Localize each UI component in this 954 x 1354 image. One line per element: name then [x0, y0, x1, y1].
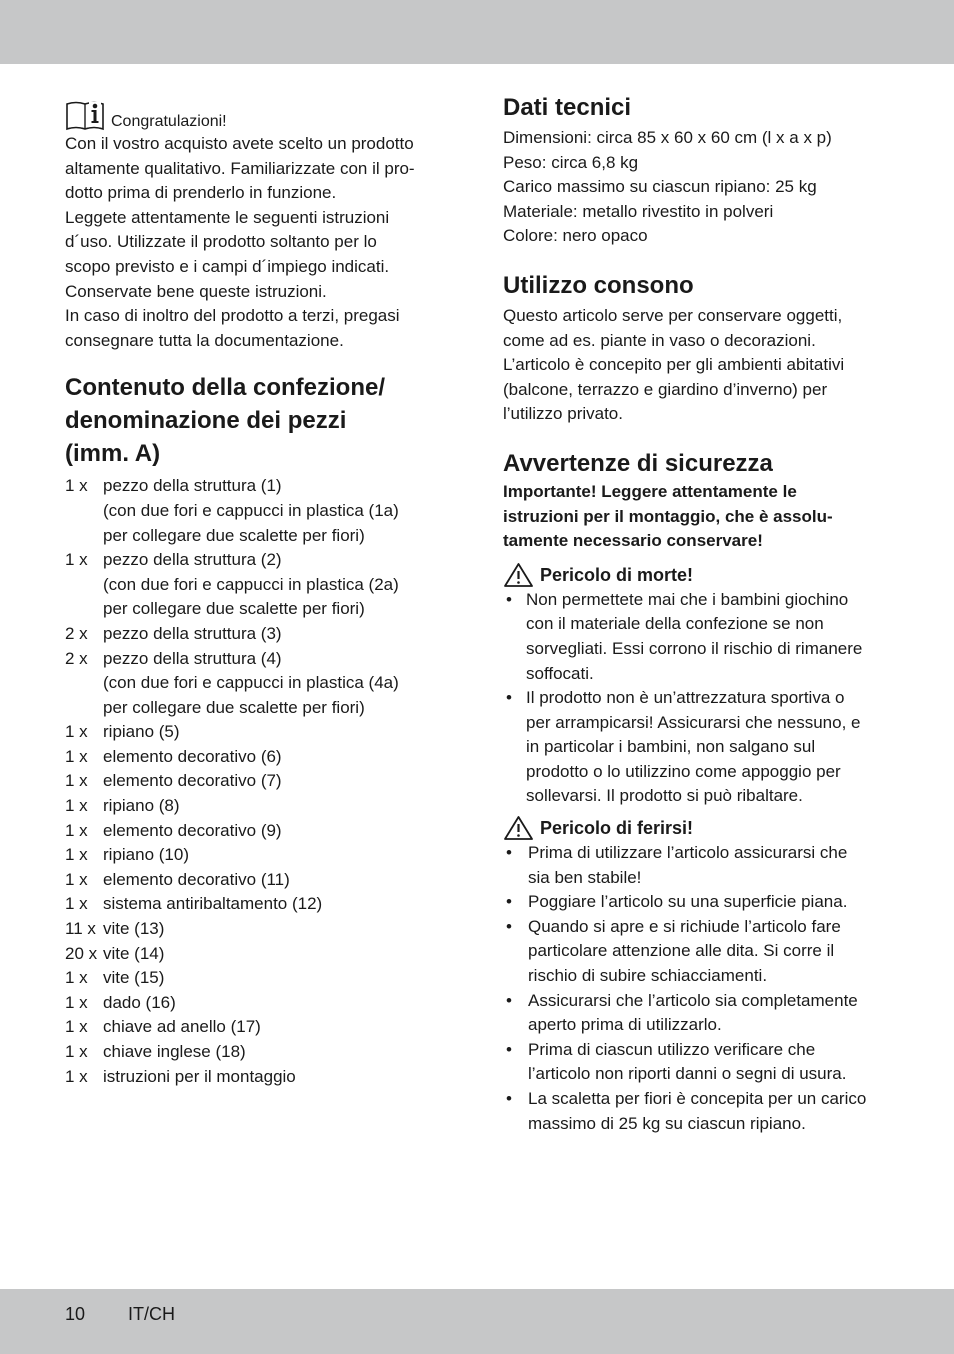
- contents-item: [65, 524, 445, 549]
- contents-item: [65, 573, 445, 598]
- contents-item-text: elemento decorativo (7): [103, 771, 282, 791]
- death-warning-list: [503, 588, 898, 809]
- contents-item-qty: [65, 671, 103, 696]
- contents-item: [65, 868, 445, 893]
- contents-item-text: (con due fori e cappucci in plastica (2a): [103, 574, 399, 594]
- contents-item: [65, 671, 445, 696]
- contents-item-text: pezzo della struttura (3): [103, 623, 282, 643]
- contents-item-qty: 1 x: [65, 746, 88, 766]
- injury-warning-list: [503, 841, 898, 1136]
- contents-item-qty: 11 x: [65, 919, 96, 939]
- usage-text: Questo articolo serve per conservare oggetti, come ad es. piante in vaso o decorazioni. L’articolo è concepito per gli ambienti abitativi (balcone, terrazzo e giardino d’inverno) per l’utilizzo privato.: [503, 305, 845, 424]
- bullet-item: • Quando si apre e si richiude l’articolo fare particolare attenzione alle dita. Si corre il rischio di subire schiacciamenti.: [503, 915, 898, 989]
- bullet-item: • Assicurarsi che l’articolo sia completamente aperto prima di utilizzarlo.: [503, 989, 898, 1038]
- contents-item-qty: 1 x: [65, 476, 88, 496]
- contents-item: [65, 647, 445, 672]
- contents-item: [65, 917, 445, 942]
- contents-item: [65, 597, 445, 622]
- contents-item: [65, 548, 445, 573]
- bullet-item: • Prima di ciascun utilizzo verificare che l’articolo non riporti danni o segni di usura.: [503, 1038, 898, 1087]
- contents-item-qty: 1 x: [65, 992, 88, 1012]
- contents-item: [65, 819, 445, 844]
- bullet-item: • Prima di utilizzare l’articolo assicurarsi che sia ben stabile!: [503, 841, 898, 890]
- contents-item-text: vite (13): [103, 919, 165, 939]
- bullet-item: • La scaletta per fiori è concepita per un carico massimo di 25 kg su ciascun ripiano.: [503, 1087, 898, 1136]
- contents-list: [65, 474, 445, 1089]
- contents-item-text: vite (14): [103, 943, 165, 963]
- contents-item-qty: [65, 696, 103, 721]
- contents-item-text: elemento decorativo (9): [103, 820, 282, 840]
- contents-item-text: pezzo della struttura (1): [103, 476, 282, 496]
- contents-item: [65, 745, 445, 770]
- contents-item-text: per collegare due scalette per fiori): [103, 599, 365, 619]
- contents-item: [65, 942, 445, 967]
- contents-item-text: sistema antiribaltamento (12): [103, 894, 323, 914]
- right-column: [503, 92, 898, 1136]
- contents-item: [65, 1040, 445, 1065]
- contents-item-qty: 1 x: [65, 1042, 88, 1061]
- contents-item-text: elemento decorativo (11): [103, 869, 290, 889]
- contents-item-qty: [65, 573, 103, 598]
- contents-item: [65, 769, 445, 794]
- usage-title: Utilizzo consono: [503, 271, 694, 299]
- contents-item-qty: 1 x: [65, 968, 88, 988]
- contents-item-text: (con due fori e cappucci in plastica (4a): [103, 673, 399, 693]
- left-column: [65, 96, 445, 1089]
- intro-greeting: Congratulazioni!: [111, 113, 227, 130]
- contents-item: [65, 474, 445, 499]
- intro-text: Con il vostro acquisto avete scelto un prodotto altamente qualitativo. Familiarizzate con il pro- dotto prima di prenderlo in funzione. Leggete attentamente le seguenti istruzioni d´uso. Utilizzate il prodotto soltanto per lo scopo previsto e i campi d´impiego indicati. Conservate bene queste istruzioni. In caso di inoltro del prodotto a terzi, pregasi consegnare tutta la documentazione.: [65, 134, 415, 350]
- contents-item-qty: 1 x: [65, 820, 88, 840]
- contents-item: [65, 966, 445, 991]
- contents-item: [65, 843, 445, 868]
- contents-item: [65, 1015, 445, 1040]
- contents-item-qty: 1 x: [65, 550, 88, 570]
- contents-item: [65, 991, 445, 1016]
- contents-item-qty: 1 x: [65, 845, 88, 865]
- page-number: 10: [65, 1304, 86, 1324]
- contents-item: [65, 794, 445, 819]
- intro-header: [65, 96, 445, 132]
- injury-warning-title: Pericolo di ferirsi!: [540, 818, 694, 839]
- contents-item-qty: 2 x: [65, 648, 88, 668]
- contents-item-text: istruzioni per il montaggio: [103, 1066, 296, 1086]
- contents-item-qty: 1 x: [65, 1017, 88, 1037]
- warning-triangle-icon: [503, 815, 534, 841]
- header-band: [0, 0, 954, 64]
- contents-item-text: ripiano (8): [103, 796, 180, 816]
- safety-title: Avvertenze di sicurezza: [503, 449, 773, 477]
- contents-item-text: pezzo della struttura (2): [103, 550, 282, 570]
- contents-item-qty: 1 x: [65, 869, 88, 889]
- tech-text: Dimensioni: circa 85 x 60 x 60 cm (l x a x p) Peso: circa 6,8 kg Carico massimo su ciascun ripiano: 25 kg Materiale: metallo rivestito in polveri Colore: nero opaco: [503, 128, 832, 246]
- contents-item-qty: 1 x: [65, 796, 88, 816]
- tech-title: Dati tecnici: [503, 94, 632, 121]
- contents-item-qty: 1 x: [65, 894, 88, 914]
- contents-item: [65, 696, 445, 721]
- contents-item-text: per collegare due scalette per fiori): [103, 697, 365, 717]
- contents-item-qty: 1 x: [65, 771, 88, 791]
- contents-item-qty: 2 x: [65, 623, 88, 643]
- contents-item-text: vite (15): [103, 968, 165, 988]
- contents-item-text: dado (16): [103, 992, 176, 1012]
- contents-item: [65, 720, 445, 745]
- contents-item-qty: [65, 524, 103, 549]
- contents-item: [65, 1065, 445, 1090]
- contents-item: [65, 622, 445, 647]
- contents-item-text: chiave ad anello (17): [103, 1017, 261, 1037]
- info-book-icon: [65, 98, 105, 132]
- contents-title: Contenuto della confezione/ denominazione dei pezzi (imm. A): [65, 374, 386, 468]
- locale-code: IT/CH: [128, 1304, 175, 1324]
- warning-triangle-icon: [503, 562, 534, 588]
- contents-item-text: (con due fori e cappucci in plastica (1a): [103, 500, 399, 520]
- contents-item-text: per collegare due scalette per fiori): [103, 525, 365, 545]
- contents-item-text: chiave inglese (18): [103, 1042, 246, 1061]
- contents-item-text: elemento decorativo (6): [103, 746, 282, 766]
- contents-item-qty: 1 x: [65, 1066, 88, 1086]
- contents-item-qty: [65, 499, 103, 524]
- contents-item-text: ripiano (10): [103, 845, 189, 865]
- death-warning-heading: [503, 562, 898, 588]
- injury-warning-heading: [503, 815, 898, 841]
- death-warning-title: Pericolo di morte!: [540, 564, 694, 585]
- bullet-item: • Il prodotto non è un’attrezzatura sportiva o per arrampicarsi! Assicurarsi che nessuno, e in particolar i bambini, non salgano sul prodotto o lo utilizzino come appoggio per sollevarsi. Il prodotto si può ribaltare.: [503, 686, 898, 809]
- safety-important: Importante! Leggere attentamente le istruzioni per il montaggio, che è assolu- tamente necessario conservare!: [503, 481, 833, 551]
- contents-item-text: ripiano (5): [103, 722, 180, 742]
- bullet-item: • Non permettete mai che i bambini giochino con il materiale della confezione se non sorvegliati. Essi corrono il rischio di rimanere soffocati.: [503, 588, 898, 686]
- contents-item: [65, 499, 445, 524]
- contents-item-qty: [65, 597, 103, 622]
- contents-item-qty: 20 x: [65, 943, 98, 963]
- contents-item-qty: 1 x: [65, 722, 88, 742]
- contents-item: [65, 892, 445, 917]
- bullet-item: • Poggiare l’articolo su una superficie piana.: [503, 890, 898, 915]
- contents-item-text: pezzo della struttura (4): [103, 648, 282, 668]
